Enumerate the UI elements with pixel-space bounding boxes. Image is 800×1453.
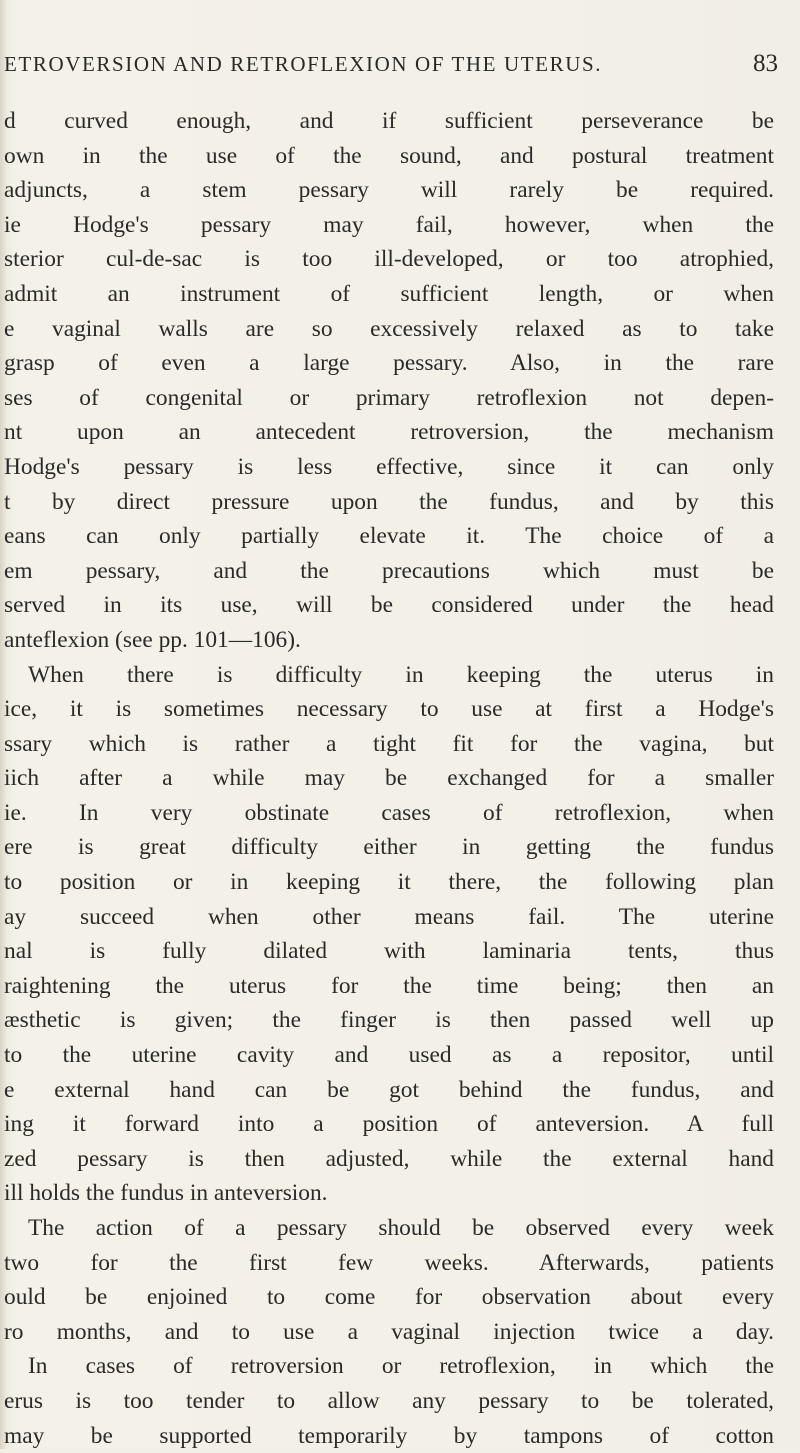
text-line: ill holds the fundus in anteversion. [4,1180,328,1207]
text-line: to the uterine cavity and used as a repositor, until [4,1042,774,1069]
text-line: em pessary, and the precautions which must be [4,557,774,584]
running-head-title: ETROVERSION AND RETROFLEXION OF THE UTERUS. [4,52,603,76]
text-line: may be supported temporarily by tampons of cotton [4,1422,774,1449]
text-line: anteflexion (see pp. 101—106). [4,626,301,653]
text-line: eans can only partially elevate it. The choice of a [4,523,774,550]
text-line: nt upon an antecedent retroversion, the mechanism [4,419,774,446]
text-line: adjuncts, a stem pessary will rarely be required. [4,177,774,204]
text-line: ice, it is sometimes necessary to use at first a Hodge's [4,696,774,723]
text-line: nal is fully dilated with laminaria tents, thus [4,938,774,965]
text-line: two for the first few weeks. Afterwards, patients [4,1249,774,1276]
text-line: ing it forward into a position of anteversion. A full [4,1111,774,1138]
text-line: t by direct pressure upon the fundus, and by this [4,488,774,515]
text-line: ere is great difficulty either in getting the fundus [4,834,774,861]
text-line: iich after a while may be exchanged for a smaller [4,765,774,792]
text-line: ay succeed when other means fail. The uterine [4,903,774,930]
text-line: ssary which is rather a tight fit for the vagina, but [4,730,774,757]
running-head [4,50,794,84]
text-line: ie Hodge's pessary may fail, however, when the [4,211,774,238]
text-line: admit an instrument of sufficient length, or when [4,280,774,307]
body-text [4,104,774,1453]
text-line: ses of congenital or primary retroflexion not depen- [4,384,774,411]
text-line: d curved enough, and if sufficient perseverance be [4,108,774,134]
text-line: erus is too tender to allow any pessary to be tolerated, [4,1387,774,1414]
text-line: ie. In very obstinate cases of retroflexion, when [4,799,774,826]
text-line: own in the use of the sound, and postural treatment [4,142,774,169]
text-line: raightening the uterus for the time being; then an [4,972,774,999]
page-number: 83 [753,50,778,77]
text-line: grasp of even a large pessary. Also, in the rare [4,350,774,377]
text-line: served in its use, will be considered under the head [4,592,774,619]
text-line: ro months, and to use a vaginal injection twice a day. [4,1318,774,1345]
text-line: Hodge's pessary is less effective, since it can only [4,453,774,480]
text-line: æsthetic is given; the finger is then passed well up [4,1007,774,1034]
text-line: The action of a pessary should be observed every week [28,1215,774,1241]
text-line: ould be enjoined to come for observation about every [4,1284,774,1311]
text-line: to position or in keeping it there, the following plan [4,869,774,896]
text-line: e external hand can be got behind the fundus, and [4,1076,774,1103]
text-line: When there is difficulty in keeping the uterus in [28,661,774,688]
text-line: e vaginal walls are so excessively relaxed as to take [4,315,774,342]
text-line: sterior cul-de-sac is too ill-developed, or too atrophied, [4,246,774,273]
text-line: In cases of retroversion or retroflexion, in which the [28,1353,774,1380]
text-line: zed pessary is then adjusted, while the external hand [4,1145,774,1172]
